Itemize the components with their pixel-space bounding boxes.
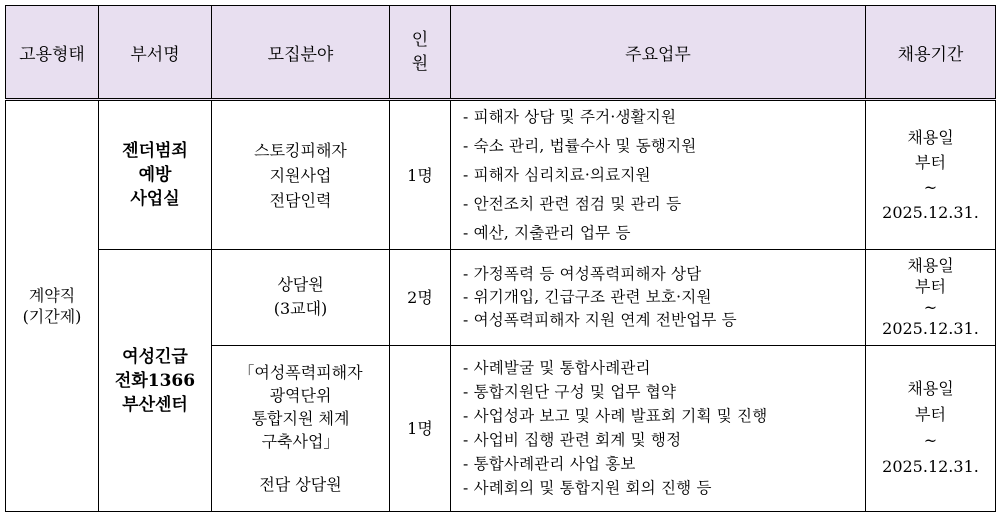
duties-cell <box>451 100 866 250</box>
period-cell <box>866 100 996 250</box>
duties-cell <box>451 250 866 346</box>
period-line: 채용일 <box>907 379 954 399</box>
period-line: 채용일 <box>907 256 954 276</box>
field-cell <box>212 100 390 250</box>
header-row <box>6 6 996 100</box>
header-period: 채용기간 <box>866 6 996 100</box>
period-line: 2025.12.31. <box>882 457 979 477</box>
headcount-cell: 2명 <box>390 250 451 346</box>
department-line: 사업실 <box>130 189 180 210</box>
recruitment-table <box>5 5 996 512</box>
duty-item: - 여성폭력피해자 지원 연계 전반업무 등 <box>463 310 737 329</box>
spacer <box>212 453 389 473</box>
header-duties: 주요업무 <box>451 6 866 100</box>
department-cell <box>99 250 212 512</box>
duty-item: - 가정폭력 등 여성폭력피해자 상담 <box>463 264 702 283</box>
header-department: 부서명 <box>99 6 212 100</box>
duty-item: - 피해자 심리치료·의료지원 <box>463 165 651 184</box>
field-line: 「여성폭력피해자 <box>238 362 363 382</box>
header-employment-type: 고용형태 <box>6 6 99 100</box>
employment-type-line: 계약직 <box>28 286 76 305</box>
period-line: ~ <box>923 298 938 318</box>
field-line: 스토킹피해자 <box>254 140 347 160</box>
table-row <box>6 100 996 250</box>
field-line: 광역단위 <box>269 385 332 405</box>
duty-item: - 안전조치 관련 점검 및 관리 등 <box>463 194 682 213</box>
headcount-cell: 1명 <box>390 345 451 511</box>
department-line: 예방 <box>138 165 172 186</box>
department-cell <box>99 100 212 250</box>
period-line: 부터 <box>915 153 946 173</box>
department-line: 여성긴급 <box>122 346 188 367</box>
field-line: 지원사업 <box>269 165 332 185</box>
period-line: ~ <box>923 431 938 451</box>
duty-item: - 숙소 관리, 법률수사 및 동행지원 <box>463 136 697 155</box>
period-line: 채용일 <box>907 128 954 148</box>
field-line: 통합지원 체계 <box>251 408 350 428</box>
duty-item: - 위기개입, 긴급구조 관련 보호·지원 <box>463 287 712 306</box>
field-cell <box>212 345 390 511</box>
field-line: 전담인력 <box>269 190 332 210</box>
period-line: 2025.12.31. <box>882 319 979 339</box>
field-line: 구축사업」 <box>261 431 340 451</box>
header-headcount-bottom: 원 <box>411 54 429 74</box>
header-headcount-top: 인 <box>411 30 429 50</box>
duty-item: - 사례발굴 및 통합사례관리 <box>463 359 651 378</box>
field-line: 전담 상담원 <box>259 474 342 494</box>
period-cell <box>866 250 996 346</box>
header-headcount <box>390 6 451 100</box>
duties-cell <box>451 345 866 511</box>
headcount-cell: 1명 <box>390 100 451 250</box>
duty-item: - 사업비 집행 관련 회계 및 행정 <box>463 431 682 450</box>
duty-item: - 통합사례관리 사업 홍보 <box>463 455 636 474</box>
employment-type-cell <box>6 100 99 512</box>
duty-item: - 사례회의 및 통합지원 회의 진행 등 <box>463 479 712 498</box>
department-line: 젠더범죄 <box>122 141 188 162</box>
field-line: 상담원 <box>277 275 324 295</box>
field-line: (3교대) <box>273 299 328 319</box>
duty-item: - 사업성과 보고 및 사례 발표회 기획 및 진행 <box>463 407 768 426</box>
duty-item: - 피해자 상담 및 주거·생활지원 <box>463 107 677 126</box>
field-cell <box>212 250 390 346</box>
period-line: 2025.12.31. <box>882 203 979 223</box>
period-line: 부터 <box>915 277 946 297</box>
period-cell <box>866 345 996 511</box>
employment-type-line: (기간제) <box>22 307 82 326</box>
period-line: ~ <box>923 178 938 198</box>
header-field: 모집분야 <box>212 6 390 100</box>
duty-item: - 예산, 지출관리 업무 등 <box>463 223 631 242</box>
period-line: 부터 <box>915 405 946 425</box>
table-row <box>6 250 996 346</box>
duty-item: - 통합지원단 구성 및 업무 협약 <box>463 383 677 402</box>
department-line: 전화1366 <box>114 370 196 391</box>
department-line: 부산센터 <box>122 394 188 415</box>
